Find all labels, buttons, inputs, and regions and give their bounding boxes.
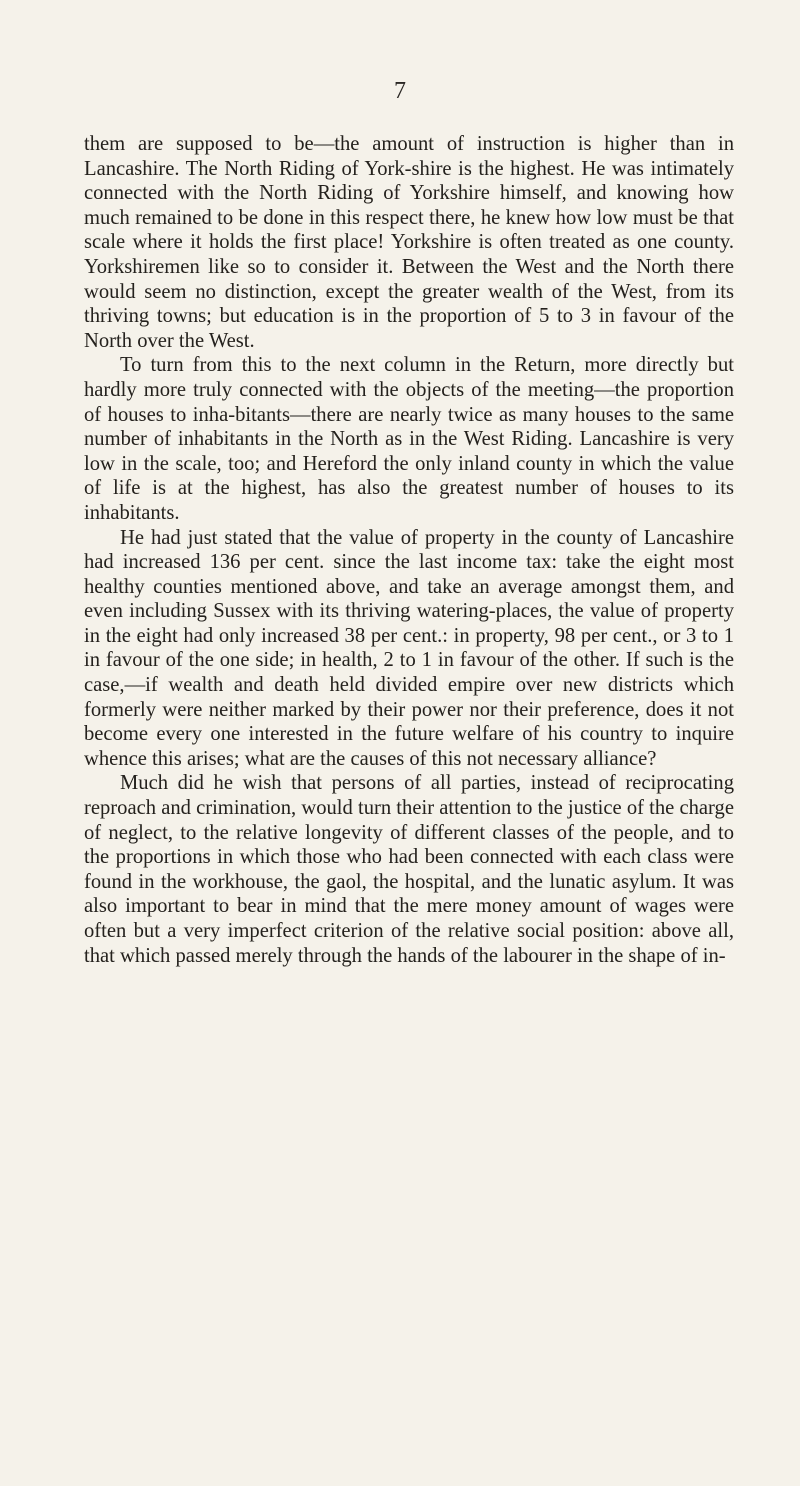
page-number: 7 [394, 78, 406, 104]
paragraph-1: them are supposed to be—the amount of instruction is higher than in Lancashire. The North Riding of York-shire is the highest. He was intimately connected with the North Riding of Yorkshire himself, and knowing how much remained to be done in this respect there, he knew how low must be that scale where it holds the first place! Yorkshire is often treated as one county. Yorkshiremen like so to consider it. Between the West and the North there would seem no distinction, except the greater wealth of the West, from its thriving towns; but education is in the proportion of 5 to 3 in favour of the North over the West. [84, 133, 734, 352]
paragraph-3: He had just stated that the value of property in the county of Lancashire had increased 136 per cent. since the last income tax: take the eight most healthy counties mentioned above, and take an average amongst them, and even including Sussex with its thriving watering-places, the value of property in the eight had only increased 38 per cent.: in property, 98 per cent., or 3 to 1 in favour of the one side; in health, 2 to 1 in favour of the other. If such is the case,—if wealth and death held divided empire over new districts which formerly were neither marked by their power nor their preference, does it not become every one interested in the future welfare of his country to inquire whence this arises; what are the causes of this not necessary alliance? [84, 526, 734, 770]
paragraph-4: Much did he wish that persons of all parties, instead of reciprocating reproach and crimination, would turn their attention to the justice of the charge of neglect, to the relative longevity of different classes of the people, and to the proportions in which those who had been connected with each class were found in the workhouse, the gaol, the hospital, and the lunatic asylum. It was also important to bear in mind that the mere money amount of wages were often but a very imperfect criterion of the relative social position: above all, that which passed merely through the hands of the labourer in the shape of in- [84, 772, 734, 967]
paragraph-2: To turn from this to the next column in the Return, more directly but hardly more truly connected with the objects of the meeting—the proportion of houses to inha-bitants—there are nearly twice as many houses to the same number of inhabitants in the North as in the West Riding. Lancashire is very low in the scale, too; and Hereford the only inland county in which the value of life is at the highest, has also the greatest number of houses to its inhabitants. [84, 354, 734, 524]
body-text [84, 132, 734, 968]
